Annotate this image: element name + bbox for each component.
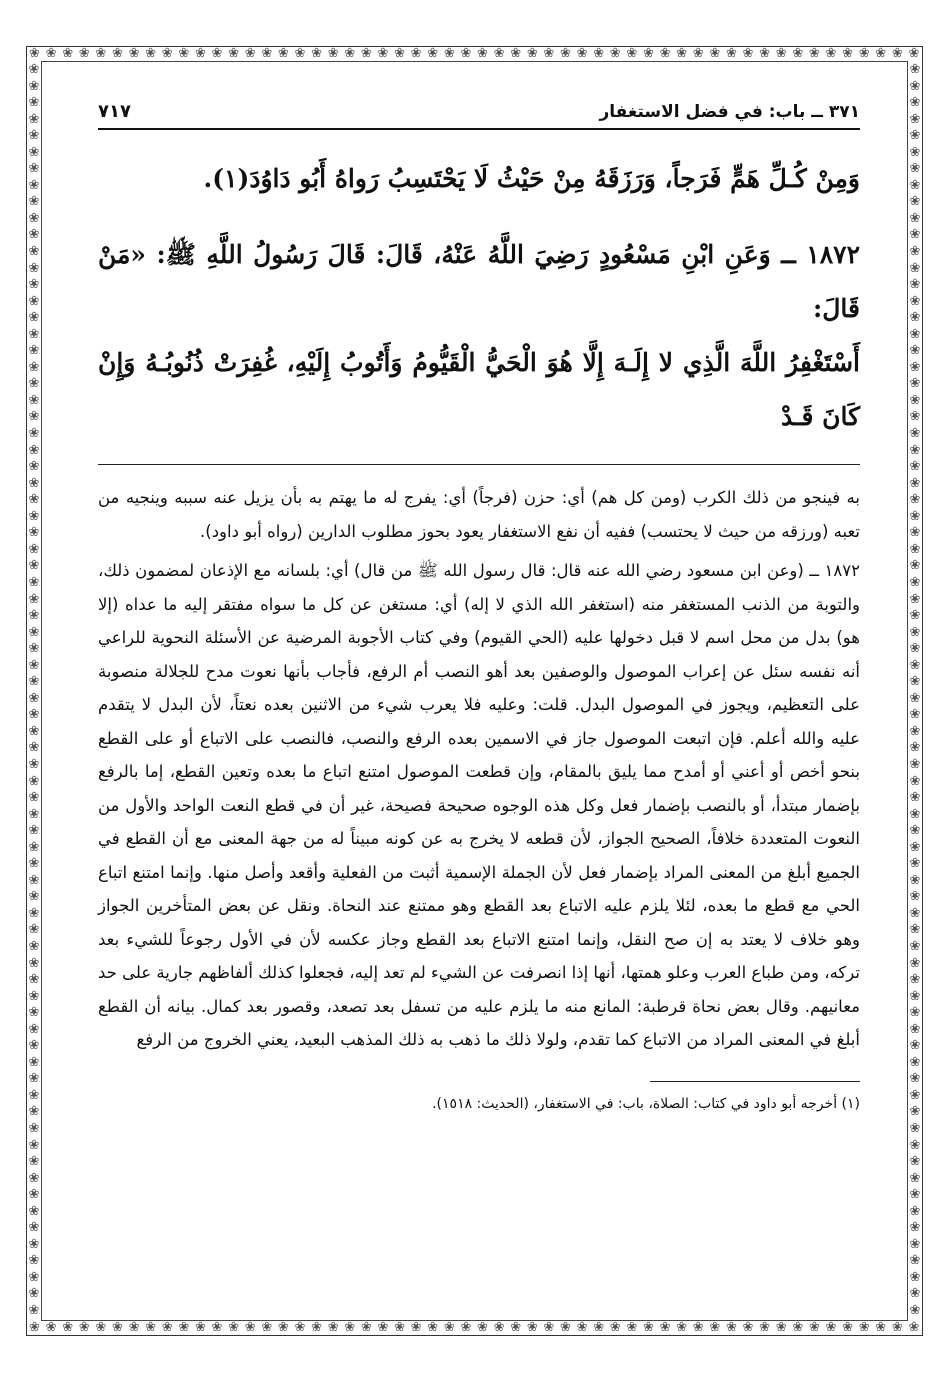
hadith-text-line: ١٨٧٢ ــ وَعَنِ ابْنِ مَسْعُودٍ رَضِيَ اللَّهُ عَنْهُ، قَالَ: قَالَ رَسُولُ اللَّهِ ﷺ: «مَنْ قَالَ: bbox=[98, 240, 860, 323]
ornament-flower-icon: ❀ bbox=[28, 1071, 40, 1087]
ornament-flower-icon: ❀ bbox=[725, 47, 737, 61]
ornament-flower-icon: ❀ bbox=[909, 1038, 921, 1054]
ornament-flower-icon: ❀ bbox=[28, 392, 40, 408]
ornament-flower-icon: ❀ bbox=[909, 1121, 921, 1136]
ornament-flower-icon: ❀ bbox=[909, 806, 921, 822]
ornament-flower-icon: ❀ bbox=[28, 194, 40, 210]
ornament-flower-icon: ❀ bbox=[443, 1321, 455, 1335]
right-ornament-band bbox=[908, 63, 922, 1319]
ornament-flower-icon: ❀ bbox=[344, 47, 356, 61]
ornament-flower-icon: ❀ bbox=[294, 1321, 306, 1335]
ornament-flower-icon: ❀ bbox=[891, 47, 903, 61]
ornament-flower-icon: ❀ bbox=[28, 1005, 40, 1021]
ornament-flower-icon: ❀ bbox=[62, 1321, 74, 1335]
ornament-flower-icon: ❀ bbox=[244, 47, 256, 61]
ornament-flower-icon: ❀ bbox=[909, 210, 921, 226]
ornament-flower-icon: ❀ bbox=[28, 1087, 40, 1103]
ornament-flower-icon: ❀ bbox=[145, 1321, 157, 1335]
ornament-flower-icon: ❀ bbox=[28, 806, 40, 822]
ornament-flower-icon: ❀ bbox=[427, 1321, 439, 1335]
ornament-flower-icon: ❀ bbox=[28, 210, 40, 226]
ornament-flower-icon: ❀ bbox=[28, 839, 40, 855]
ornament-flower-icon: ❀ bbox=[360, 47, 372, 61]
ornament-flower-icon: ❀ bbox=[277, 1321, 289, 1335]
ornament-flower-icon: ❀ bbox=[28, 1286, 40, 1302]
ornament-flower-icon: ❀ bbox=[875, 47, 887, 61]
ornament-flower-icon: ❀ bbox=[560, 47, 571, 61]
ornament-flower-icon: ❀ bbox=[28, 1137, 40, 1153]
ornament-flower-icon: ❀ bbox=[443, 47, 455, 61]
ornament-flower-icon: ❀ bbox=[28, 740, 40, 756]
ornament-flower-icon: ❀ bbox=[178, 1321, 190, 1335]
ornament-flower-icon: ❀ bbox=[858, 1321, 870, 1335]
hadith-text-line: وَمِنْ كُـلِّ هَمٍّ فَرَجاً، وَرَزَقَهُ مِنْ حَيْثُ لَا يَحْتَسِبُ رَواهُ أَبُو دَاوُدَ(١). bbox=[203, 164, 860, 193]
ornament-flower-icon: ❀ bbox=[909, 591, 921, 607]
ornament-flower-icon: ❀ bbox=[477, 1321, 488, 1335]
footnote: (١) أخرجه أبو داود في كتاب: الصلاة، باب: في الاستغفار، (الحديث: ١٥١٨). bbox=[432, 1095, 860, 1112]
ornament-flower-icon: ❀ bbox=[228, 1321, 240, 1335]
ornament-flower-icon: ❀ bbox=[909, 310, 921, 326]
ornament-flower-icon: ❀ bbox=[909, 1286, 921, 1302]
section-divider bbox=[98, 464, 860, 465]
ornament-flower-icon: ❀ bbox=[28, 177, 40, 193]
ornament-flower-icon: ❀ bbox=[45, 47, 57, 61]
ornament-flower-icon: ❀ bbox=[460, 1321, 472, 1335]
ornament-flower-icon: ❀ bbox=[909, 1236, 921, 1252]
ornament-flower-icon: ❀ bbox=[825, 47, 837, 61]
ornament-flower-icon: ❀ bbox=[909, 574, 921, 590]
ornament-flower-icon: ❀ bbox=[909, 657, 921, 673]
ornament-flower-icon: ❀ bbox=[111, 1321, 123, 1335]
ornament-flower-icon: ❀ bbox=[28, 442, 40, 458]
ornament-flower-icon: ❀ bbox=[909, 525, 921, 541]
ornament-flower-icon: ❀ bbox=[909, 872, 921, 888]
ornament-flower-icon: ❀ bbox=[543, 1321, 555, 1335]
ornament-flower-icon: ❀ bbox=[28, 889, 40, 905]
ornament-flower-icon: ❀ bbox=[842, 47, 853, 61]
ornament-flower-icon: ❀ bbox=[28, 1021, 40, 1037]
ornament-flower-icon: ❀ bbox=[28, 376, 40, 392]
ornament-flower-icon: ❀ bbox=[128, 47, 140, 61]
ornament-flower-icon: ❀ bbox=[28, 310, 40, 326]
ornament-flower-icon: ❀ bbox=[759, 1321, 771, 1335]
ornament-flower-icon: ❀ bbox=[909, 1137, 921, 1153]
ornament-flower-icon: ❀ bbox=[28, 1170, 40, 1186]
ornament-flower-icon: ❀ bbox=[294, 47, 306, 61]
ornament-flower-icon: ❀ bbox=[211, 1321, 223, 1335]
top-ornament-band bbox=[29, 47, 920, 61]
ornament-flower-icon: ❀ bbox=[909, 856, 921, 872]
ornament-flower-icon: ❀ bbox=[909, 111, 921, 127]
ornament-flower-icon: ❀ bbox=[161, 47, 173, 61]
ornament-flower-icon: ❀ bbox=[909, 95, 921, 111]
ornament-flower-icon: ❀ bbox=[28, 426, 40, 442]
ornament-flower-icon: ❀ bbox=[909, 244, 921, 260]
ornament-flower-icon: ❀ bbox=[28, 790, 40, 806]
ornament-flower-icon: ❀ bbox=[261, 47, 273, 61]
ornament-flower-icon: ❀ bbox=[28, 624, 40, 640]
ornament-flower-icon: ❀ bbox=[909, 128, 921, 144]
ornament-flower-icon: ❀ bbox=[909, 773, 921, 789]
ornament-flower-icon: ❀ bbox=[28, 1038, 40, 1054]
ornament-flower-icon: ❀ bbox=[909, 541, 921, 557]
ornament-flower-icon: ❀ bbox=[28, 1121, 40, 1136]
ornament-flower-icon: ❀ bbox=[28, 326, 40, 342]
ornament-flower-icon: ❀ bbox=[28, 955, 40, 971]
ornament-flower-icon: ❀ bbox=[28, 1203, 40, 1219]
ornament-flower-icon: ❀ bbox=[410, 47, 422, 61]
ornament-flower-icon: ❀ bbox=[28, 459, 40, 475]
ornament-flower-icon: ❀ bbox=[909, 1087, 921, 1103]
ornament-flower-icon: ❀ bbox=[909, 1104, 921, 1120]
ornament-flower-icon: ❀ bbox=[28, 508, 40, 524]
ornament-flower-icon: ❀ bbox=[909, 343, 921, 359]
ornament-flower-icon: ❀ bbox=[28, 227, 40, 243]
ornament-flower-icon: ❀ bbox=[28, 95, 40, 111]
ornament-flower-icon: ❀ bbox=[909, 227, 921, 243]
ornament-flower-icon: ❀ bbox=[28, 707, 40, 723]
ornament-flower-icon: ❀ bbox=[909, 475, 921, 491]
ornament-flower-icon: ❀ bbox=[609, 1321, 621, 1335]
ornament-flower-icon: ❀ bbox=[394, 47, 405, 61]
ornament-flower-icon: ❀ bbox=[327, 47, 339, 61]
ornament-flower-icon: ❀ bbox=[111, 47, 123, 61]
ornament-flower-icon: ❀ bbox=[277, 47, 289, 61]
ornament-flower-icon: ❀ bbox=[228, 47, 240, 61]
ornament-flower-icon: ❀ bbox=[394, 1321, 405, 1335]
ornament-flower-icon: ❀ bbox=[493, 47, 505, 61]
ornament-flower-icon: ❀ bbox=[28, 128, 40, 144]
ornament-flower-icon: ❀ bbox=[909, 442, 921, 458]
running-header bbox=[98, 94, 860, 130]
ornament-flower-icon: ❀ bbox=[659, 1321, 671, 1335]
ornament-flower-icon: ❀ bbox=[909, 376, 921, 392]
ornament-flower-icon: ❀ bbox=[909, 177, 921, 193]
ornament-flower-icon: ❀ bbox=[28, 409, 40, 425]
ornament-flower-icon: ❀ bbox=[609, 47, 621, 61]
ornament-flower-icon: ❀ bbox=[909, 1269, 921, 1285]
ornament-flower-icon: ❀ bbox=[909, 426, 921, 442]
ornament-flower-icon: ❀ bbox=[909, 1187, 921, 1203]
ornament-flower-icon: ❀ bbox=[28, 144, 40, 160]
ornament-flower-icon: ❀ bbox=[28, 574, 40, 590]
ornament-flower-icon: ❀ bbox=[178, 47, 190, 61]
ornament-flower-icon: ❀ bbox=[427, 47, 439, 61]
ornament-flower-icon: ❀ bbox=[28, 1253, 40, 1269]
ornament-flower-icon: ❀ bbox=[560, 1321, 571, 1335]
commentary-paragraph: به فينجو من ذلك الكرب (ومن كل هم) أي: حزن (فرجاً) أي: يفرج له ما يهتم به بأن يزيل عنه سببه وينجيه من تعبه (ورزقه من حيث لا يحتسب) ففيه أن نفع الاستغفار يعود بحوز مطلوب الدارين (رواه أبو داود). bbox=[98, 488, 860, 541]
ornament-flower-icon: ❀ bbox=[28, 63, 40, 77]
ornament-flower-icon: ❀ bbox=[909, 740, 921, 756]
ornament-flower-icon: ❀ bbox=[128, 1321, 140, 1335]
ornament-flower-icon: ❀ bbox=[28, 988, 40, 1004]
ornament-flower-icon: ❀ bbox=[28, 244, 40, 260]
ornament-flower-icon: ❀ bbox=[808, 1321, 820, 1335]
page-content bbox=[98, 94, 860, 1116]
ornament-flower-icon: ❀ bbox=[28, 608, 40, 624]
ornament-flower-icon: ❀ bbox=[28, 856, 40, 872]
ornament-flower-icon: ❀ bbox=[909, 1005, 921, 1021]
ornament-flower-icon: ❀ bbox=[28, 1269, 40, 1285]
left-ornament-band bbox=[27, 63, 41, 1319]
ornament-flower-icon: ❀ bbox=[909, 1054, 921, 1070]
ornament-flower-icon: ❀ bbox=[261, 1321, 273, 1335]
ornament-flower-icon: ❀ bbox=[28, 277, 40, 293]
ornament-flower-icon: ❀ bbox=[28, 591, 40, 607]
ornament-flower-icon: ❀ bbox=[526, 1321, 538, 1335]
ornament-flower-icon: ❀ bbox=[576, 1321, 588, 1335]
ornament-flower-icon: ❀ bbox=[891, 1321, 903, 1335]
ornament-flower-icon: ❀ bbox=[909, 326, 921, 342]
ornament-flower-icon: ❀ bbox=[28, 1187, 40, 1203]
ornament-flower-icon: ❀ bbox=[28, 1054, 40, 1070]
ornament-flower-icon: ❀ bbox=[377, 1321, 389, 1335]
ornament-flower-icon: ❀ bbox=[410, 1321, 422, 1335]
ornament-flower-icon: ❀ bbox=[28, 293, 40, 309]
ornament-flower-icon: ❀ bbox=[792, 1321, 804, 1335]
ornament-flower-icon: ❀ bbox=[28, 558, 40, 574]
ornament-flower-icon: ❀ bbox=[909, 194, 921, 210]
ornament-flower-icon: ❀ bbox=[909, 1220, 921, 1236]
ornament-flower-icon: ❀ bbox=[676, 47, 688, 61]
ornament-flower-icon: ❀ bbox=[28, 1154, 40, 1170]
ornament-flower-icon: ❀ bbox=[759, 47, 771, 61]
page-number: ٧١٧ bbox=[98, 101, 131, 122]
ornament-flower-icon: ❀ bbox=[510, 1321, 522, 1335]
ornament-flower-icon: ❀ bbox=[29, 47, 40, 61]
ornament-flower-icon: ❀ bbox=[908, 1321, 920, 1335]
ornament-flower-icon: ❀ bbox=[909, 409, 921, 425]
ornament-flower-icon: ❀ bbox=[908, 47, 920, 61]
ornament-flower-icon: ❀ bbox=[676, 1321, 688, 1335]
ornament-flower-icon: ❀ bbox=[909, 558, 921, 574]
ornament-flower-icon: ❀ bbox=[909, 823, 921, 839]
ornament-flower-icon: ❀ bbox=[909, 905, 921, 921]
ornament-flower-icon: ❀ bbox=[28, 475, 40, 491]
ornament-flower-icon: ❀ bbox=[742, 1321, 754, 1335]
ornament-flower-icon: ❀ bbox=[493, 1321, 505, 1335]
ornament-flower-icon: ❀ bbox=[477, 47, 488, 61]
ornament-flower-icon: ❀ bbox=[344, 1321, 356, 1335]
ornament-flower-icon: ❀ bbox=[211, 47, 223, 61]
ornament-flower-icon: ❀ bbox=[593, 47, 605, 61]
ornament-flower-icon: ❀ bbox=[808, 47, 820, 61]
ornament-flower-icon: ❀ bbox=[29, 1321, 40, 1335]
ornament-flower-icon: ❀ bbox=[909, 922, 921, 938]
ornament-flower-icon: ❀ bbox=[626, 47, 638, 61]
ornament-flower-icon: ❀ bbox=[775, 1321, 787, 1335]
ornament-flower-icon: ❀ bbox=[78, 47, 90, 61]
ornament-flower-icon: ❀ bbox=[692, 47, 704, 61]
ornament-flower-icon: ❀ bbox=[194, 1321, 206, 1335]
ornament-flower-icon: ❀ bbox=[78, 1321, 90, 1335]
ornament-flower-icon: ❀ bbox=[28, 905, 40, 921]
ornament-flower-icon: ❀ bbox=[28, 1104, 40, 1120]
ornament-flower-icon: ❀ bbox=[909, 63, 921, 77]
ornament-flower-icon: ❀ bbox=[909, 260, 921, 276]
ornament-flower-icon: ❀ bbox=[327, 1321, 339, 1335]
bottom-ornament-band bbox=[29, 1321, 920, 1335]
ornament-flower-icon: ❀ bbox=[792, 47, 804, 61]
ornament-flower-icon: ❀ bbox=[311, 47, 322, 61]
ornament-flower-icon: ❀ bbox=[95, 1321, 107, 1335]
ornament-flower-icon: ❀ bbox=[909, 1253, 921, 1269]
ornament-flower-icon: ❀ bbox=[28, 690, 40, 706]
ornament-flower-icon: ❀ bbox=[526, 47, 538, 61]
ornament-flower-icon: ❀ bbox=[194, 47, 206, 61]
ornament-flower-icon: ❀ bbox=[28, 260, 40, 276]
footnote-divider bbox=[650, 1081, 860, 1082]
ornament-flower-icon: ❀ bbox=[909, 624, 921, 640]
ornament-flower-icon: ❀ bbox=[909, 144, 921, 160]
ornament-flower-icon: ❀ bbox=[145, 47, 157, 61]
ornament-flower-icon: ❀ bbox=[28, 525, 40, 541]
ornament-flower-icon: ❀ bbox=[858, 47, 870, 61]
ornament-flower-icon: ❀ bbox=[909, 1170, 921, 1186]
ornament-flower-icon: ❀ bbox=[909, 608, 921, 624]
ornament-flower-icon: ❀ bbox=[576, 47, 588, 61]
ornament-flower-icon: ❀ bbox=[28, 773, 40, 789]
ornament-flower-icon: ❀ bbox=[460, 47, 472, 61]
ornament-flower-icon: ❀ bbox=[909, 1303, 921, 1319]
ornament-flower-icon: ❀ bbox=[28, 938, 40, 954]
ornament-flower-icon: ❀ bbox=[909, 938, 921, 954]
ornament-flower-icon: ❀ bbox=[28, 823, 40, 839]
ornament-flower-icon: ❀ bbox=[909, 359, 921, 375]
ornament-flower-icon: ❀ bbox=[28, 78, 40, 94]
ornament-flower-icon: ❀ bbox=[543, 47, 555, 61]
ornament-flower-icon: ❀ bbox=[909, 790, 921, 806]
ornament-flower-icon: ❀ bbox=[909, 756, 921, 772]
ornament-flower-icon: ❀ bbox=[775, 47, 787, 61]
ornament-flower-icon: ❀ bbox=[28, 972, 40, 988]
ornament-flower-icon: ❀ bbox=[909, 1071, 921, 1087]
ornament-flower-icon: ❀ bbox=[909, 707, 921, 723]
ornament-flower-icon: ❀ bbox=[311, 1321, 322, 1335]
ornament-flower-icon: ❀ bbox=[709, 1321, 721, 1335]
ornament-flower-icon: ❀ bbox=[642, 1321, 654, 1335]
ornament-flower-icon: ❀ bbox=[825, 1321, 837, 1335]
ornament-flower-icon: ❀ bbox=[909, 839, 921, 855]
ornament-flower-icon: ❀ bbox=[842, 1321, 853, 1335]
ornament-flower-icon: ❀ bbox=[28, 723, 40, 739]
ornament-flower-icon: ❀ bbox=[909, 78, 921, 94]
ornament-flower-icon: ❀ bbox=[28, 674, 40, 690]
ornament-flower-icon: ❀ bbox=[709, 47, 721, 61]
ornament-flower-icon: ❀ bbox=[909, 492, 921, 508]
ornament-flower-icon: ❀ bbox=[909, 674, 921, 690]
ornament-flower-icon: ❀ bbox=[28, 922, 40, 938]
ornament-flower-icon: ❀ bbox=[909, 889, 921, 905]
ornament-flower-icon: ❀ bbox=[875, 1321, 887, 1335]
ornament-flower-icon: ❀ bbox=[360, 1321, 372, 1335]
ornament-flower-icon: ❀ bbox=[28, 872, 40, 888]
ornament-flower-icon: ❀ bbox=[28, 756, 40, 772]
ornament-flower-icon: ❀ bbox=[626, 1321, 638, 1335]
ornament-flower-icon: ❀ bbox=[659, 47, 671, 61]
ornament-flower-icon: ❀ bbox=[28, 492, 40, 508]
ornament-flower-icon: ❀ bbox=[909, 161, 921, 177]
ornament-flower-icon: ❀ bbox=[28, 343, 40, 359]
ornament-flower-icon: ❀ bbox=[909, 392, 921, 408]
ornament-flower-icon: ❀ bbox=[909, 1154, 921, 1170]
ornament-flower-icon: ❀ bbox=[909, 1021, 921, 1037]
ornament-flower-icon: ❀ bbox=[28, 161, 40, 177]
ornament-flower-icon: ❀ bbox=[909, 972, 921, 988]
hadith-text-line: أَسْتَغْفِرُ اللَّهَ الَّذِي لا إِلَـهَ إِلَّا هُوَ الْحَيُّ الْقَيُّومُ وَأَتُوبُ إِلَيْهِ، غُفِرَتْ ذُنُوبُـهُ وَإِنْ كَانَ قَـدْ bbox=[98, 348, 860, 431]
ornament-flower-icon: ❀ bbox=[95, 47, 107, 61]
ornament-flower-icon: ❀ bbox=[742, 47, 754, 61]
ornament-flower-icon: ❀ bbox=[45, 1321, 57, 1335]
ornament-flower-icon: ❀ bbox=[244, 1321, 256, 1335]
ornament-flower-icon: ❀ bbox=[28, 359, 40, 375]
ornament-flower-icon: ❀ bbox=[28, 1220, 40, 1236]
ornament-flower-icon: ❀ bbox=[62, 47, 74, 61]
ornament-flower-icon: ❀ bbox=[642, 47, 654, 61]
ornament-flower-icon: ❀ bbox=[909, 459, 921, 475]
ornament-flower-icon: ❀ bbox=[725, 1321, 737, 1335]
ornament-flower-icon: ❀ bbox=[28, 111, 40, 127]
ornament-flower-icon: ❀ bbox=[28, 1236, 40, 1252]
ornament-flower-icon: ❀ bbox=[909, 1203, 921, 1219]
ornament-flower-icon: ❀ bbox=[909, 277, 921, 293]
ornament-flower-icon: ❀ bbox=[909, 723, 921, 739]
ornament-flower-icon: ❀ bbox=[593, 1321, 605, 1335]
ornament-flower-icon: ❀ bbox=[377, 47, 389, 61]
ornament-flower-icon: ❀ bbox=[161, 1321, 173, 1335]
ornament-flower-icon: ❀ bbox=[692, 1321, 704, 1335]
commentary-paragraph: ١٨٧٢ ــ (وعن ابن مسعود رضي الله عنه قال: قال رسول الله ﷺ من قال) أي: بلسانه مع الإذعان لمضمون ذلك، والتوبة من الذنب المستغفر منه (استغفر الله الذي لا إله) أي: مستغن عن كل ما سواه مفتقر إليه ما عداه (إلا هو) بدل من محل اسم لا قبل دخولها عليه (الحي القيوم) وفي كتاب الأجوبة المرضية عن الأسئلة النحوية للراعي أنه نفسه سئل عن إعراب الموصول والوصفين بعد أهو النصب أم الرفع، فأجاب بأنها نعوت مدح للجلالة منصوبة على التعظيم، ويجوز في الموصول البدل. قلت: وعليه فلا يعرب شيء من الاثنين بعده نعتاً، لأن البدل لا يتقدم عليه والله أعلم. فإن اتبعت الموصول جاز في الاسمين بعده الرفع والنصب، فالنصب على الاتباع أو على القطع بنحو أخص أو أعني أو أمدح مما يليق بالمقام، وإن قطعت الموصول امتنع اتباع ما بعده وتعين القطع، إما بالرفع بإضمار مبتدأ، أو بالنصب بإضمار فعل وكل هذه الوجوه صحيحة فصيحة، غير أن في قطع النعت الواحد والأول من النعوت المتعددة خلافاً، الصحيح الجواز، لأن قطعه لا يخرج به عن كونه مبيناً له من جهة المعنى مع أن القطع في الجميع أبلغ من المعنى المراد بإضمار فعل لأن الجملة الإسمية أثبت من الفعلية وأقعد وأصل منها. وإنما امتنع اتباع الحي مع قطع ما بعده، لئلا يلزم عليه الاتباع بعد القطع وهو ممتنع عند النحاة. ونقل عن بعض المتأخرين الجواز وهو خلاف لا يعتد به إن صح النقل، وإنما امتنع الاتباع بعد القطع وجاز عكسه لأن في الأول رجوعاً للشيء بعد تركه، ومن طباع العرب وعلو همتها، أنها إذا انصرفت عن الشيء لم تعد إليه، فجعلوا كذلك ألفاظهم جارية على حد معانيهم. وقال بعض نحاة قرطبة: المانع منه ما يلزم عليه من تسفل بعد تصعد، وقصور بعد كمال. بيانه أن القطع أبلغ في المعنى المراد من الاتباع كما تقدم، ولولا ذلك ما ذهب به ذلك المذهب البعيد، يعني الخروج من الرفع bbox=[98, 561, 860, 1049]
ornament-flower-icon: ❀ bbox=[28, 541, 40, 557]
ornament-flower-icon: ❀ bbox=[909, 293, 921, 309]
ornament-flower-icon: ❀ bbox=[28, 641, 40, 657]
ornament-flower-icon: ❀ bbox=[28, 1303, 40, 1319]
ornament-flower-icon: ❀ bbox=[909, 988, 921, 1004]
ornament-flower-icon: ❀ bbox=[909, 508, 921, 524]
ornament-flower-icon: ❀ bbox=[909, 690, 921, 706]
chapter-title: ٣٧١ ــ باب: في فضل الاستغفار bbox=[599, 102, 860, 122]
ornament-flower-icon: ❀ bbox=[28, 657, 40, 673]
ornament-flower-icon: ❀ bbox=[909, 641, 921, 657]
ornament-flower-icon: ❀ bbox=[510, 47, 522, 61]
ornament-flower-icon: ❀ bbox=[909, 955, 921, 971]
